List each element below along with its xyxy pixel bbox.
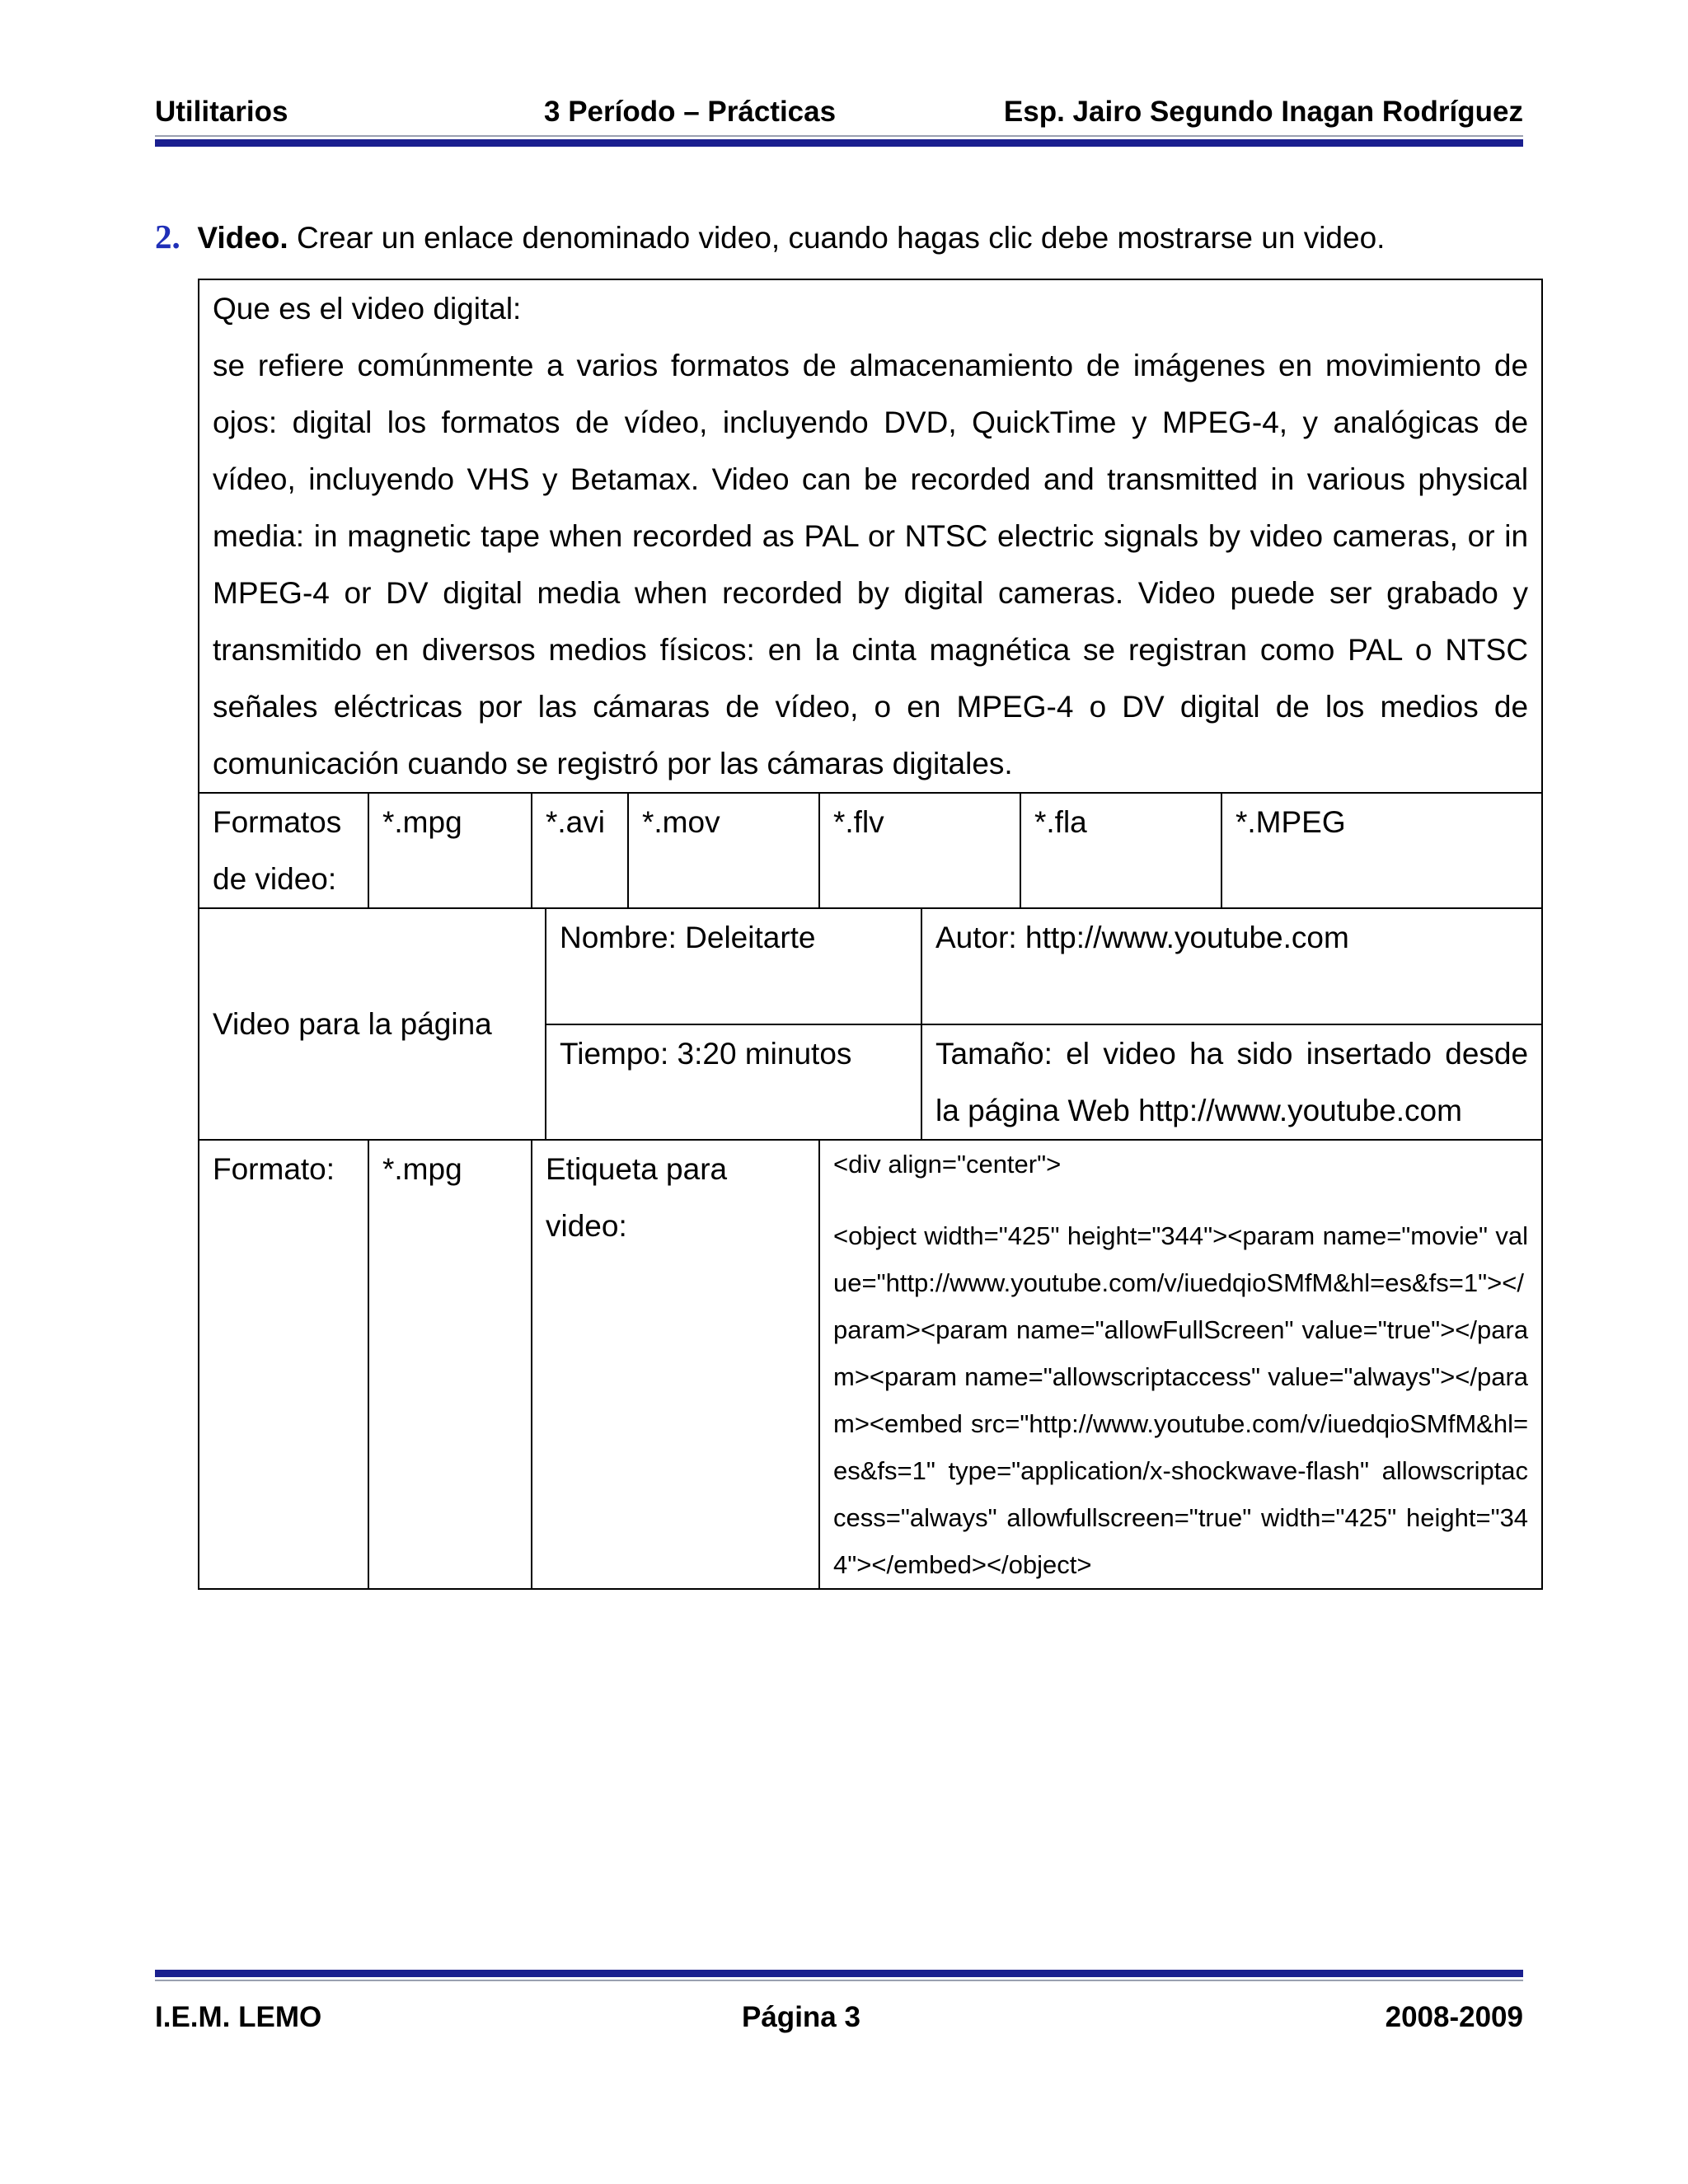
header-rule [155, 139, 1523, 147]
page-footer [155, 2001, 1523, 2042]
header-period: 3 Período – Prácticas [544, 96, 837, 128]
format-item: *.avi [532, 793, 628, 908]
formats-row [199, 793, 1542, 908]
task-number: 2. [155, 218, 181, 255]
page-header [155, 96, 1523, 137]
embed-tag-label: Etiqueta para video: [532, 1140, 819, 1589]
header-subject: Utilitarios [155, 96, 288, 128]
embed-code [819, 1140, 1542, 1589]
page-number: Página 3 [742, 2001, 860, 2033]
task-text: Crear un enlace denominado video, cuando hagas clic debe mostrarse un video. [288, 221, 1386, 255]
embed-format-label: Formato: [199, 1140, 368, 1589]
format-item: *.flv [819, 793, 1020, 908]
formats-label: Formatos de video: [199, 793, 368, 908]
format-item: *.MPEG [1221, 793, 1542, 908]
intro-body: se refiere comúnmente a varios formatos de almacenamiento de imágenes en movimiento de ojos: digital los formatos de vídeo, incluyendo DVD, QuickTime y MPEG-4, y analógicas de vídeo, incluyendo VHS y Betamax. Video can be recorded and transmitted in various physical media: in magnetic tape when recorded as PAL or NTSC electric signals by video cameras, or in MPEG-4 or DV digital media when recorded by digital cameras. Video puede ser grabado y transmitido en diversos medios físicos: en la cinta magnética se registran como PAL o NTSC señales eléctricas por las cámaras de vídeo, o en MPEG-4 o DV digital de los medios de comunicación cuando se registró por las cámaras digitales. [213, 349, 1529, 780]
format-item: *.fla [1020, 793, 1221, 908]
video-row-1 [199, 908, 1542, 1024]
intro-heading: Que es el video digital: [213, 292, 522, 326]
header-rule-thin [155, 135, 1523, 137]
footer-rule-thin [155, 1980, 1523, 1981]
intro-row [199, 279, 1542, 793]
video-time: Tiempo: 3:20 minutos [546, 1024, 921, 1140]
video-name: Nombre: Deleitarte [546, 908, 921, 1024]
embed-format-value: *.mpg [368, 1140, 532, 1589]
task-statement [155, 216, 1556, 259]
header-author: Esp. Jairo Segundo Inagan Rodríguez [1003, 96, 1523, 128]
video-size: Tamaño: el video ha sido insertado desde la página Web http://www.youtube.com [921, 1024, 1542, 1140]
embed-row [199, 1140, 1542, 1589]
video-label: Video para la página [199, 908, 546, 1140]
footer-rule [155, 1970, 1523, 1977]
video-author: Autor: http://www.youtube.com [921, 908, 1542, 1024]
task-title: Video. [197, 221, 288, 255]
video-info-table [198, 279, 1543, 1590]
footer-school: I.E.M. LEMO [155, 2001, 322, 2033]
format-item: *.mpg [368, 793, 532, 908]
intro-cell [199, 279, 1542, 793]
embed-code-body: <object width="425" height="344"><param name="movie" value="http://www.youtube.com/v/iuedqioSMfM&hl=es&fs=1"></param><param name="allowFullScreen" value="true"></param><param name="allowscriptaccess" value="always"></param><embed src="http://www.youtube.com/v/iuedqioSMfM&hl=es&fs=1" type="application/x-shockwave-flash" allowscriptaccess="always" allowfullscreen="true" width="425" height="344"></embed></object> [833, 1221, 1529, 1579]
format-item: *.mov [628, 793, 819, 908]
embed-code-line: <div align="center"> [833, 1150, 1062, 1179]
footer-years: 2008-2009 [1385, 2001, 1523, 2033]
